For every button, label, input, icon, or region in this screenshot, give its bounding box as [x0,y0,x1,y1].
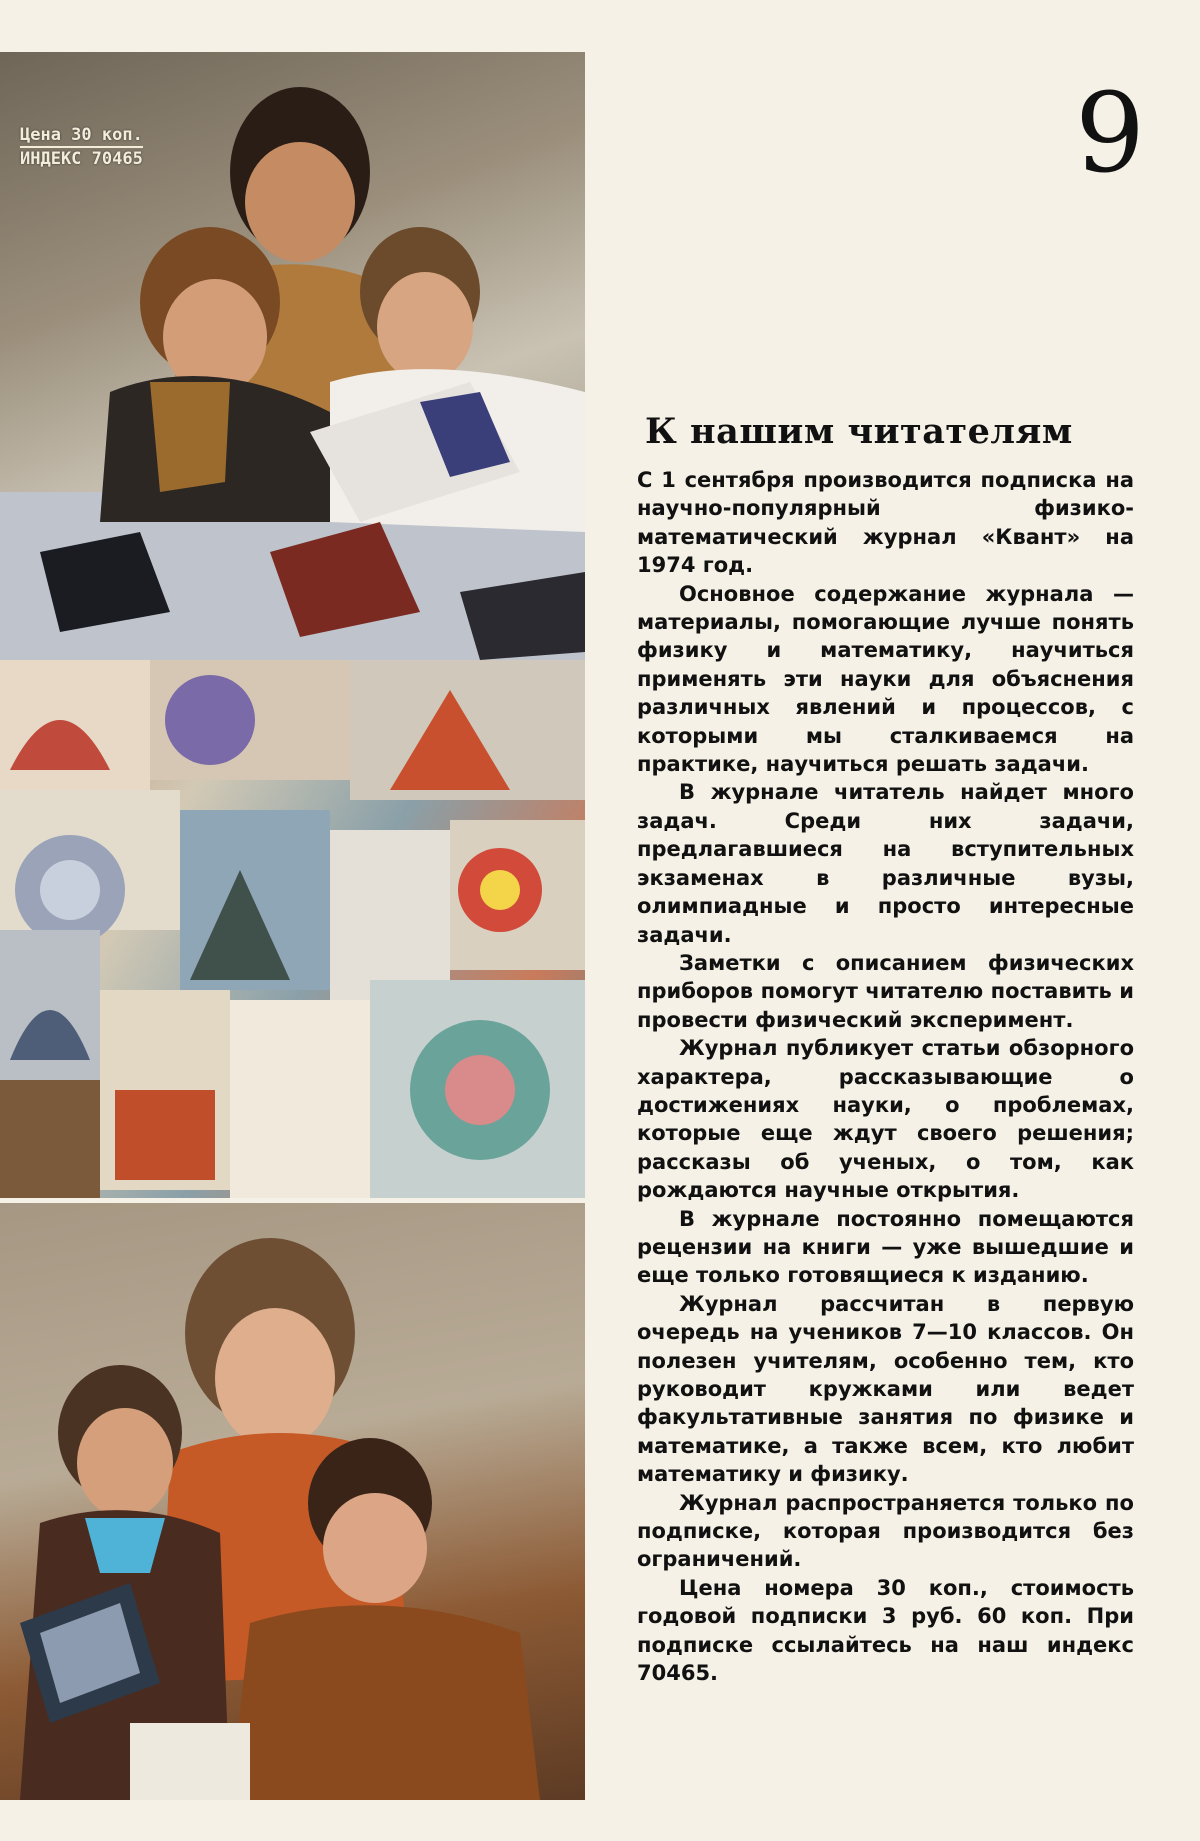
photo-teacher-children [0,1203,585,1800]
article-body [637,466,1134,1687]
price-stamp [20,124,143,170]
paragraph: Журнал рассчитан в первую очередь на учеников 7—10 классов. Он полезен учителям, особенно тем, кто руководит кружками или ведет факультативные занятия по физике и математике, а также всем, кто любит математику и физику. [637,1291,1134,1487]
paragraph: В журнале постоянно помещаются рецензии на книги — уже вышедшие и еще только готовящиеся к изданию. [637,1206,1134,1288]
paragraph: Цена номера 30 коп., стоимость годовой подписки 3 руб. 60 коп. При подписке ссылайтесь на наш индекс 70465. [637,1575,1134,1686]
index-label: ИНДЕКС 70465 [20,146,143,170]
paragraph: В журнале читатель найдет много задач. Среди них задачи, предлагавшиеся на вступительных экзаменах в различные вузы, олимпиадные и просто интересные задачи. [637,780,1134,947]
photo-magazine-covers [0,660,585,1198]
paragraph: Журнал распространяется только по подписке, которая производится без ограничений. [637,1490,1134,1572]
photo-teacher-children-image [0,1203,585,1800]
paragraph: Журнал публикует статьи обзорного характера, рассказывающие о достижениях науки, о проблемах, которые еще ждут своего решения; рассказы об ученых, о том, как рождаются научные открытия. [637,1036,1134,1203]
photo-magazine-covers-image [0,660,585,1198]
photo-boys-reading [0,52,585,660]
paragraph: С 1 сентября производится подписка на научно-популярный физико-математический журнал «Квант» на 1974 год. [637,468,1134,578]
paragraph: Заметки с описанием физических приборов помогут читателю поставить и провести физический эксперимент. [637,950,1134,1032]
article-title: К нашим читателям [645,411,1073,453]
issue-number: 9 [1075,69,1145,197]
price-label: Цена 30 коп. [20,125,143,145]
paragraph: Основное содержание журнала — материалы, помогающие лучше понять физику и математику, научиться применять эти науки для объяснения различных явлений и процессов, с которыми мы сталкиваемся на практике, научиться решать задачи. [637,581,1134,777]
